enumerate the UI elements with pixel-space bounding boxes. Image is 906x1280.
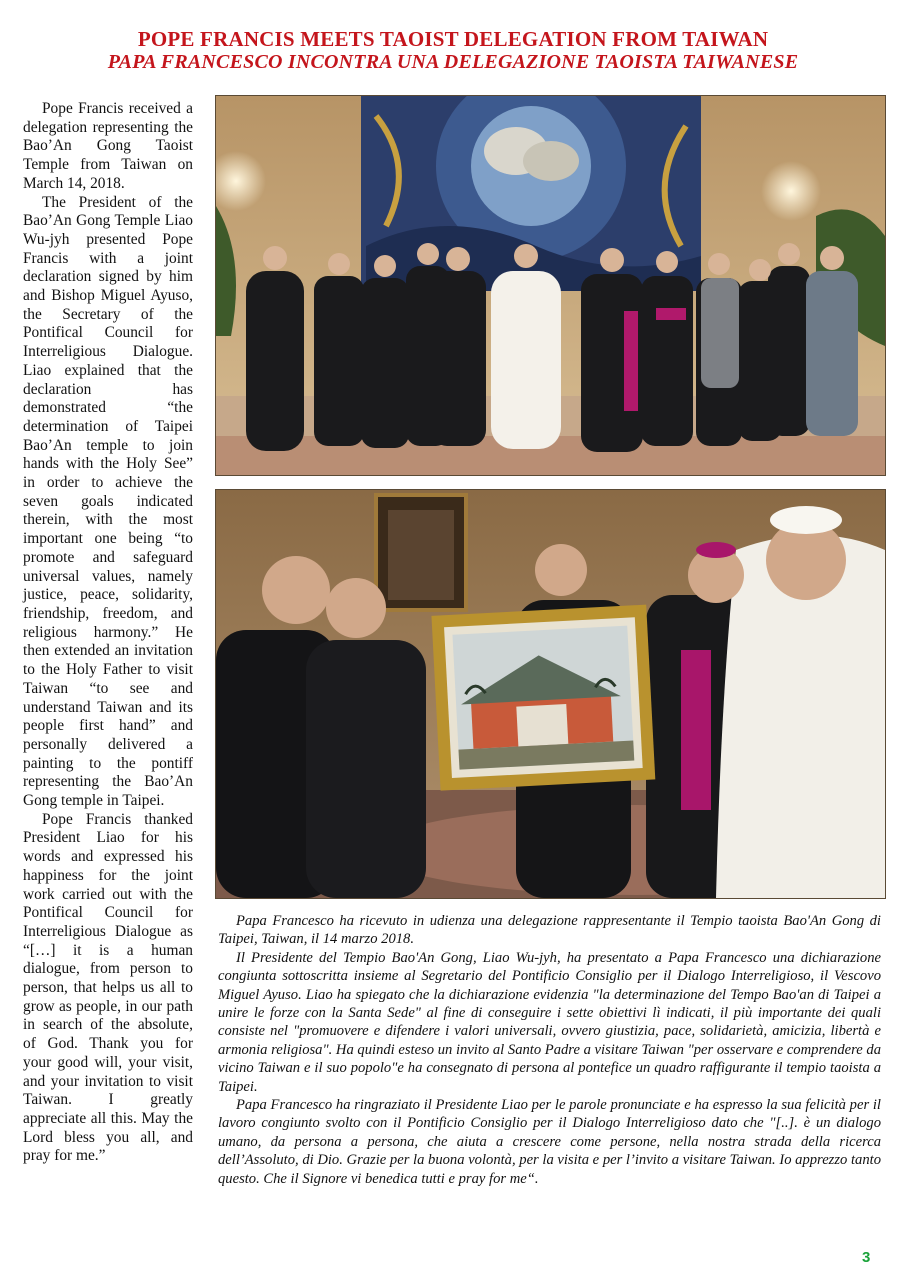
title-english: POPE FRANCIS MEETS TAOIST DELEGATION FROM TAIWAN <box>137 27 769 51</box>
english-paragraph-3: Pope Francis thanked President Liao for his words and expressed his happiness for the joint work carried out with the Pontifical Council for Interreligious Dialogue as “[…] it is a human dialogue, from person to person, that helps us all to grow as people, in our path in search of the absolute, of God. Thank you for your good will, your visit, and your invitation to visit Taiwan. I greatly appreciate all this. May the Lord bless you all, and pray for me.” <box>23 810 193 1165</box>
english-article <box>23 100 193 1166</box>
italian-paragraph-1: Papa Francesco ha ricevuto in udienza una delegazione rappresentante il Tempio taoista Bao'An Gong di Taipei, Taiwan, il 14 marzo 2018. <box>218 913 881 948</box>
painting-presentation-photo <box>215 489 886 899</box>
english-paragraph-2: The President of the Bao’An Gong Temple Liao Wu-jyh presented Pope Francis with a joint declaration signed by him and Bishop Miguel Ayuso, the Secretary of the Pontifical Council for Interreligious Dialogue. Liao explained that the declaration has demonstrated “the determination of Taipei Bao’An temple to join hands with the Holy See” in order to achieve the seven goals indicated therein, with the most important one being “to promote and safeguard universal values, namely justice, peace, solidarity, friendship, freedom, and religious harmony.” He then extended an invitation to the Holy Father to visit Taiwan “to see and understand Taiwan and its people first hand” and personally delivered a painting to the pontiff representing the Bao’An Gong temple in Taipei. <box>23 193 193 810</box>
english-paragraph-1: Pope Francis received a delegation representing the Bao’An Gong Taoist Temple from Taiwan on March 14, 2018. <box>23 100 193 192</box>
italian-paragraph-3: Papa Francesco ha ringraziato il Presidente Liao per le parole pronunciate e ha espresso la sua felicità per il lavoro congiunto svolto con il Pontificio Consiglio per il Dialogo Interreligioso dato che "[..]. è un dialogo umano, da persona a persona, che aiuta a crescere come persone, nella nostra strada della ricerca dell’Assoluto, di Dio. Grazie per la buona volontà, per la visita e per l’invito a visitare Taiwan. Io apprezzo tanto questo. Che il Signore vi benedica tutti e pray for me“. <box>218 1097 881 1187</box>
italian-paragraph-2: Il Presidente del Tempio Bao'An Gong, Liao Wu-jyh, ha presentato a Papa Francesco una dichiarazione congiunta sottoscritta insieme al Segretario del Pontificio Consiglio per il Dialogo Interreligioso, il Vescovo Miguel Ayuso. Liao ha spiegato che la dichiarazione evidenzia "la determinazione del Tempo Bao'an di Taipei a unire le forze con la Santa Sede" al fine di conseguire i sette obiettivi lì indicati, il più importante dei quali consiste nel "promuovere e difendere i valori universali, ovvero giustizia, pace, solidarietà, amicizia, libertà e armonia religiosa". Ha quindi esteso un invito al Santo Padre a visitare Taiwan "per osservare e comprendere da vicino Taiwan e il suo popolo"e ha consegnato di persona al pontefice un quadro raffigurante il tempio taoista a Taipei. <box>218 949 881 1095</box>
group-photo <box>215 95 886 476</box>
italian-article <box>218 912 881 1188</box>
title-italian: PAPA FRANCESCO INCONTRA UNA DELEGAZIONE TAOISTA TAIWANESE <box>107 51 799 73</box>
page-number: 3 <box>862 1249 871 1266</box>
